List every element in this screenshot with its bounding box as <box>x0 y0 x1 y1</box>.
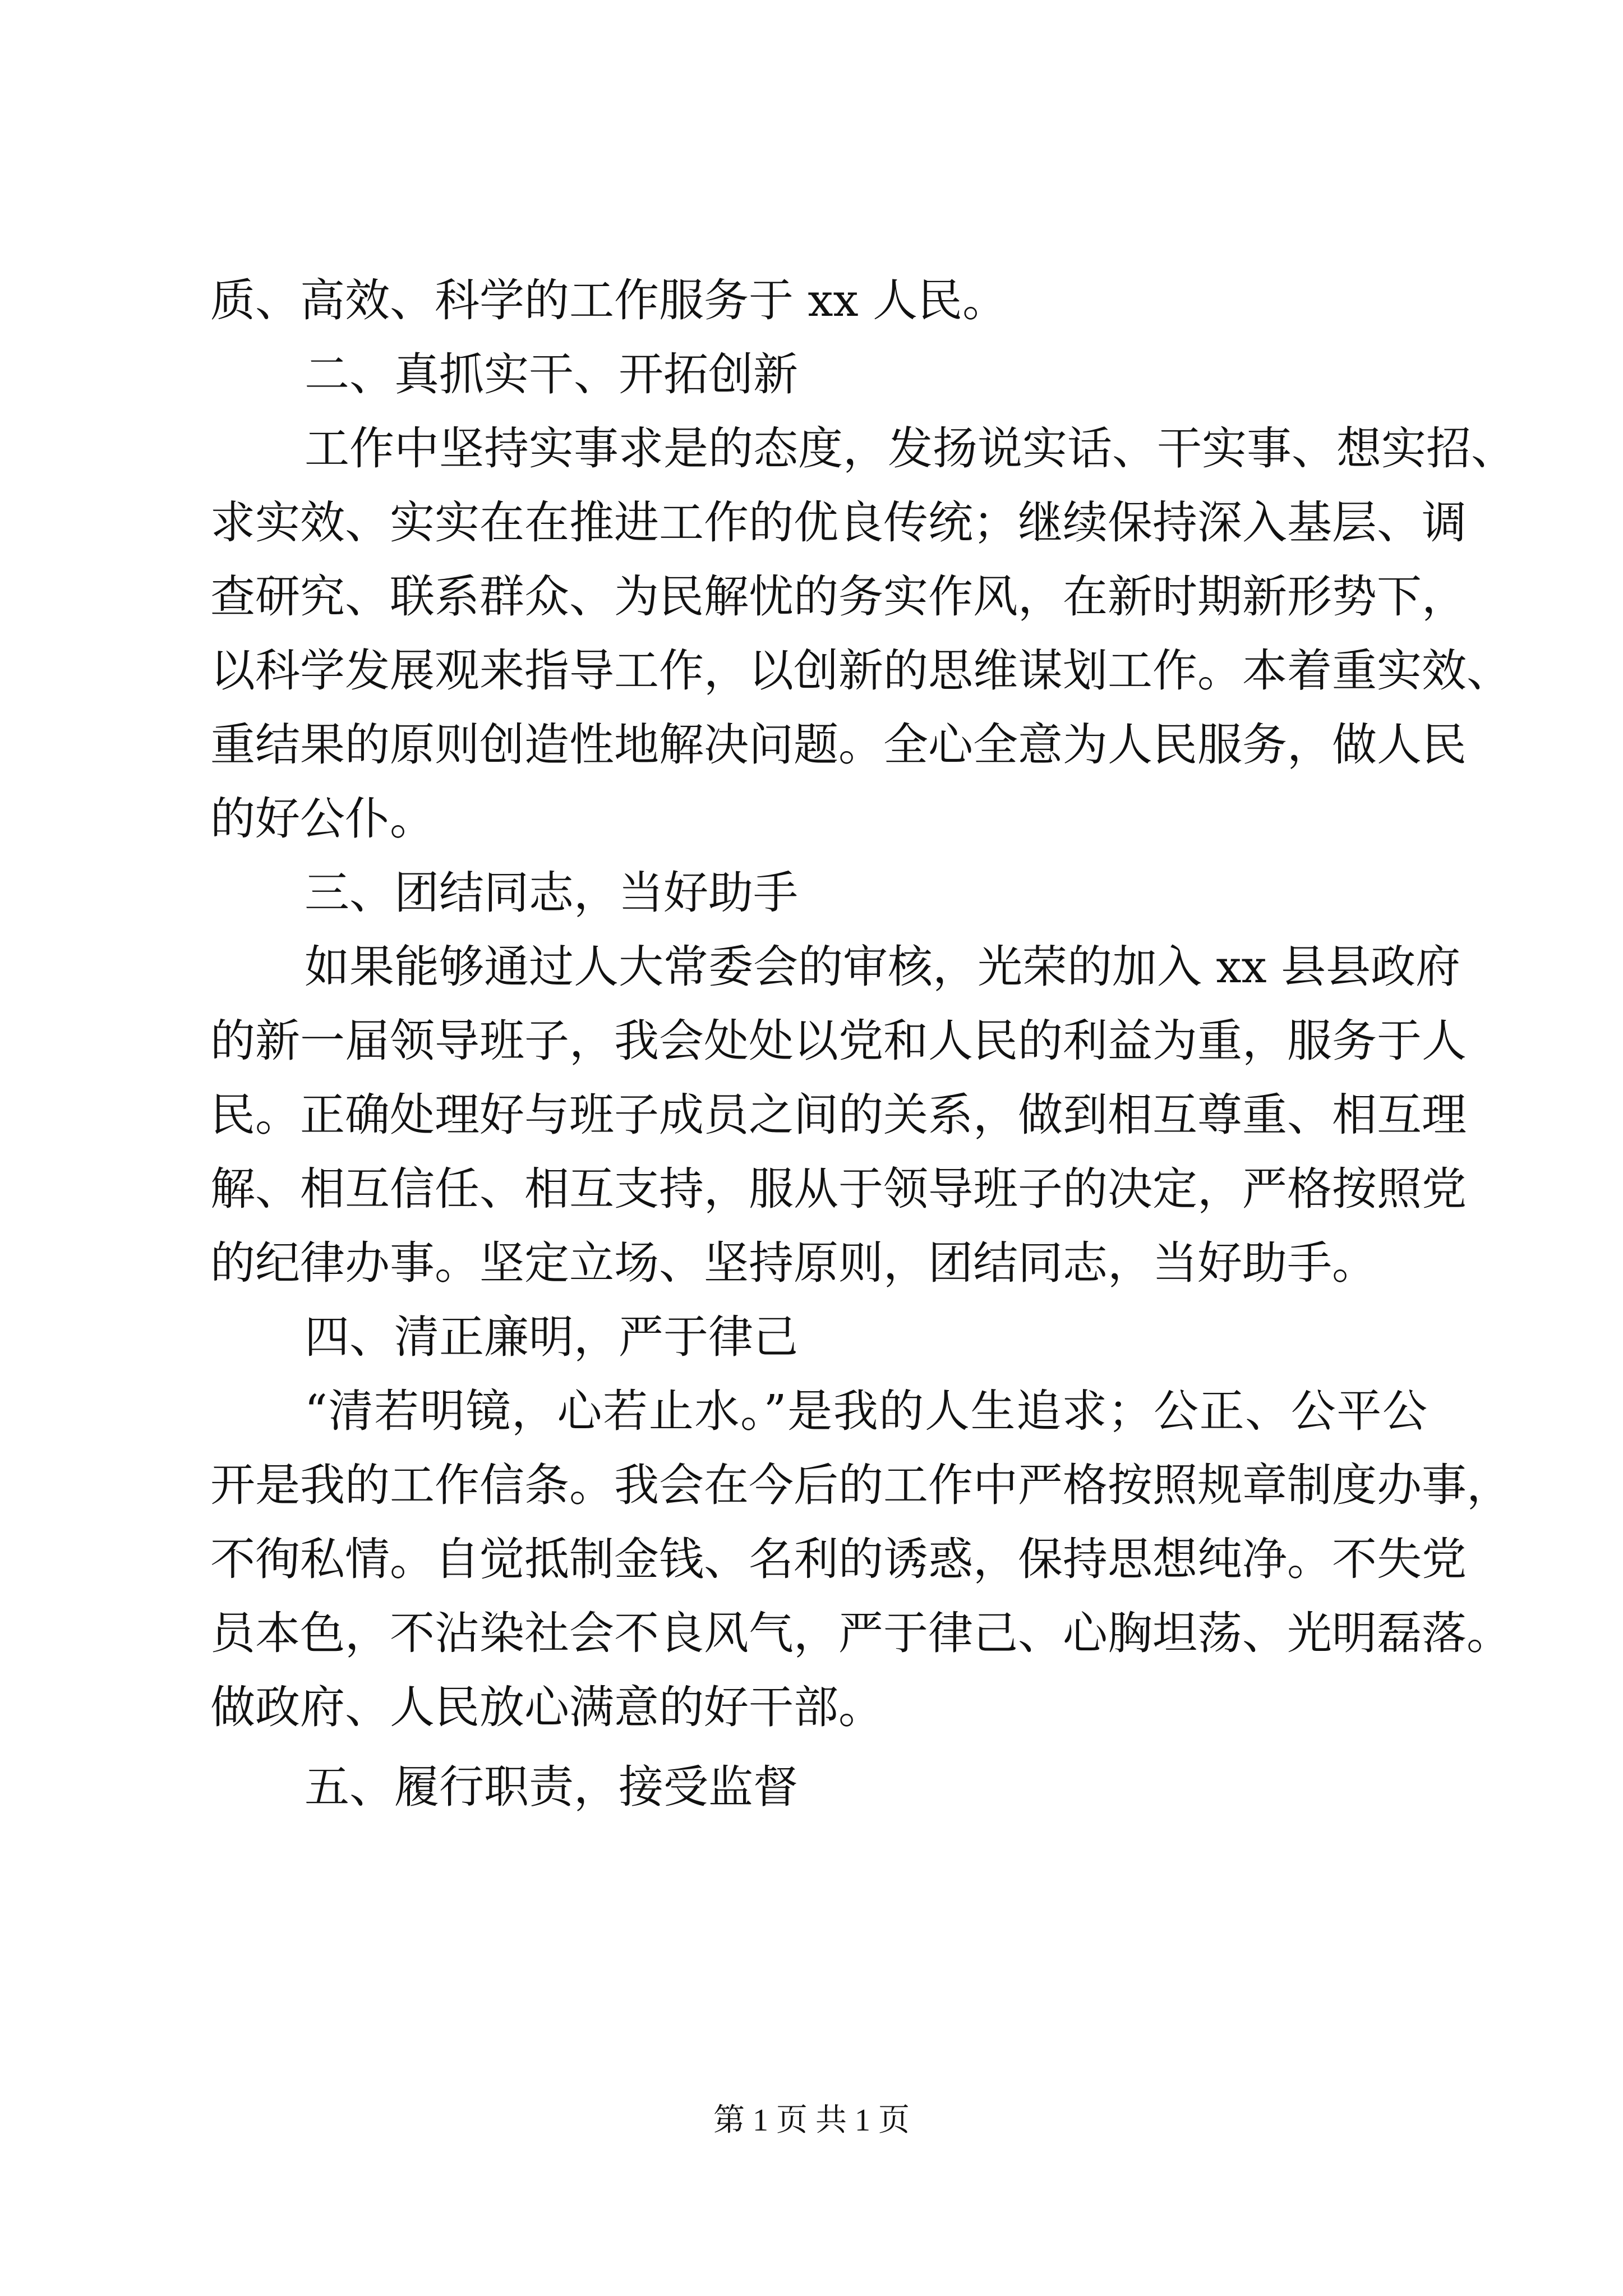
text-line: 民。正确处理好与班子成员之间的关系，做到相互尊重、相互理 <box>210 1089 1467 1141</box>
text-line: 的好公仆。 <box>210 793 435 845</box>
section-heading: 二、真抓实干、开拓创新 <box>305 348 798 401</box>
section-heading: 四、清正廉明，严于律己 <box>305 1311 798 1363</box>
text-line: 的新一届领导班子，我会处处以党和人民的利益为重，服务于人 <box>210 1015 1467 1067</box>
section-heading: 三、团结同志，当好助手 <box>305 867 798 919</box>
text-line: 查研究、联系群众、为民解忧的务实作风，在新时期新形势下， <box>210 570 1467 623</box>
text-line: 质、高效、科学的工作服务于 xx 人民。 <box>210 274 1008 326</box>
text-line: “清若明镜，心若止水。”是我的人生追求；公正、公平公 <box>305 1385 1427 1437</box>
text-line: 以科学发展观来指导工作，以创新的思维谋划工作。本着重实效、 <box>210 645 1511 697</box>
page-number-footer: 第 1 页 共 1 页 <box>713 2103 910 2138</box>
text-line: 的纪律办事。坚定立场、坚持原则，团结同志，当好助手。 <box>210 1237 1377 1289</box>
text-line: 工作中坚持实事求是的态度，发扬说实话、干实事、想实招、 <box>305 422 1516 475</box>
text-line: 员本色，不沾染社会不良风气，严于律己、心胸坦荡、光明磊落。 <box>210 1607 1511 1659</box>
text-line: 解、相互信任、相互支持，服从于领导班子的决定，严格按照党 <box>210 1163 1467 1215</box>
section-heading: 五、履行职责，接受监督 <box>305 1761 798 1813</box>
text-line: 不徇私情。自觉抵制金钱、名利的诱惑，保持思想纯净。不失党 <box>210 1533 1467 1585</box>
text-line: 重结果的原则创造性地解决问题。全心全意为人民服务，做人民 <box>210 719 1467 771</box>
text-line: 开是我的工作信条。我会在今后的工作中严格按照规章制度办事， <box>210 1459 1511 1511</box>
text-line: 求实效、实实在在推进工作的优良传统；继续保持深入基层、调 <box>210 496 1467 549</box>
text-line: 如果能够通过人大常委会的审核，光荣的加入 xx 县县政府 <box>305 941 1461 993</box>
text-line: 做政府、人民放心满意的好干部。 <box>210 1681 883 1733</box>
